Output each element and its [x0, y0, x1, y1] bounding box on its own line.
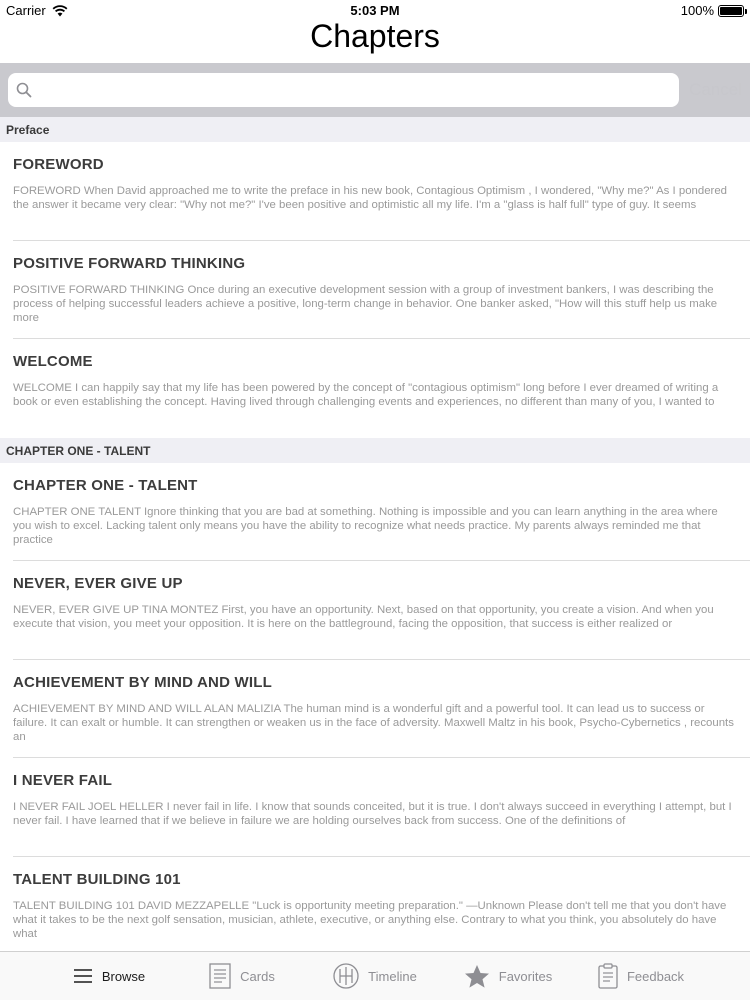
list-item[interactable] [0, 463, 750, 562]
search-input[interactable] [40, 73, 660, 107]
tab-label: Feedback [626, 968, 685, 984]
clipboard-icon [598, 963, 618, 989]
chapter-excerpt: POSITIVE FORWARD THINKING Once during an executive development session with a group of investment bankers, I was describing the process of helping successful leaders achieve a positive, long-term change in behavior. One banker asked, "How will this stuff help us make more [13, 283, 718, 324]
timeline-icon [333, 963, 359, 989]
list-item[interactable] [0, 857, 750, 952]
chapter-excerpt: CHAPTER ONE TALENT Ignore thinking that you are bad at something. Nothing is impossible and you can learn anything in the area where you wish to excel. Lacking talent only means you have the ability to recognize what needs practice. My parents always reminded me that practice [13, 505, 718, 546]
tab-cards[interactable] [176, 952, 309, 1000]
section-header: CHAPTER ONE - TALENT [0, 438, 750, 463]
chapter-title: CHAPTER ONE - TALENT [13, 476, 198, 494]
list-item[interactable] [0, 660, 750, 759]
tab-label: Favorites [498, 968, 553, 984]
status-time: 5:03 PM [350, 3, 400, 18]
tab-label: Browse [101, 968, 146, 984]
chapter-title: WELCOME [13, 353, 93, 370]
tab-feedback[interactable] [575, 952, 708, 1000]
tab-browse[interactable] [43, 952, 176, 1000]
battery-icon [718, 5, 744, 17]
search-bar [0, 63, 750, 117]
chapter-excerpt: ACHIEVEMENT BY MIND AND WILL ALAN MALIZIA The human mind is a wonderful gift and a powerful tool. It can lead us to success or failure. It can exalt or humble. It can strengthen or weaken us in the face of adversity. Maxwell Maltz in his book, Psycho-Cybernetics , recounts an [13, 702, 734, 743]
list-item[interactable] [0, 241, 750, 340]
tab-timeline[interactable] [309, 952, 442, 1000]
tab-favorites[interactable] [442, 952, 575, 1000]
chapter-excerpt: FOREWORD When David approached me to write the preface in his new book, Contagious Optimism , I wondered, "Why me?" As I pondered the answer it became very clear: "Why not me?" I've been positive and optimistic all my life. I'm a "glass is half full" type of guy. It seems [13, 185, 727, 212]
tab-bar [0, 951, 750, 1000]
status-right [681, 3, 744, 18]
cancel-button[interactable]: Cancel [689, 80, 742, 99]
chapter-list[interactable] [0, 117, 750, 951]
chapter-title: ACHIEVEMENT BY MIND AND WILL [13, 673, 272, 691]
carrier-label: Carrier [6, 3, 46, 18]
tab-label: Timeline [368, 968, 417, 984]
cards-icon [209, 963, 231, 989]
chapter-title: TALENT BUILDING 101 [13, 870, 181, 888]
chapter-title: I NEVER FAIL [13, 772, 113, 789]
chapter-excerpt: I NEVER FAIL JOEL HELLER I never fail in life. I know that sounds conceited, but it is true. I don't always succeed in everything I attempt, but I never fail. I have learned that if we believe in failure we are holding ourselves back from success. One of the definitions of [13, 801, 732, 828]
chapter-title: FOREWORD [13, 156, 104, 173]
search-icon [16, 82, 32, 98]
list-icon [73, 968, 93, 984]
list-item[interactable] [0, 339, 750, 438]
chapter-excerpt: WELCOME I can happily say that my life has been powered by the concept of "contagious optimism" long before I ever dreamed of writing a book or even establishing the concept. Having lived through challenging events and experiences, no different than many of you, I wanted to [13, 382, 719, 409]
chapter-excerpt: NEVER, EVER GIVE UP TINA MONTEZ First, you have an opportunity. Next, based on that opportunity, you create a vision. And when you execute that vision, you meet your opposition. It is here on the battleground, facing the opposition, that success is either realized or [13, 604, 714, 631]
list-item[interactable] [0, 561, 750, 660]
tab-label: Cards [240, 968, 275, 984]
search-field[interactable] [8, 73, 679, 107]
section-header: Preface [0, 117, 750, 142]
battery-percent: 100% [680, 3, 714, 18]
chapter-title: POSITIVE FORWARD THINKING [13, 254, 246, 272]
chapter-excerpt: TALENT BUILDING 101 DAVID MEZZAPELLE "Luck is opportunity meeting preparation." —Unknown Please don't tell me that you don't have what it takes to be the next golf sensation, musician, athlete, executive, or anything else. Contrary to what you think, you absolutely do have what [13, 899, 727, 940]
list-item[interactable] [0, 758, 750, 857]
page-title: Chapters [310, 18, 440, 54]
list-item[interactable] [0, 142, 750, 241]
star-icon [464, 964, 490, 989]
chapter-title: NEVER, EVER GIVE UP [13, 575, 183, 592]
